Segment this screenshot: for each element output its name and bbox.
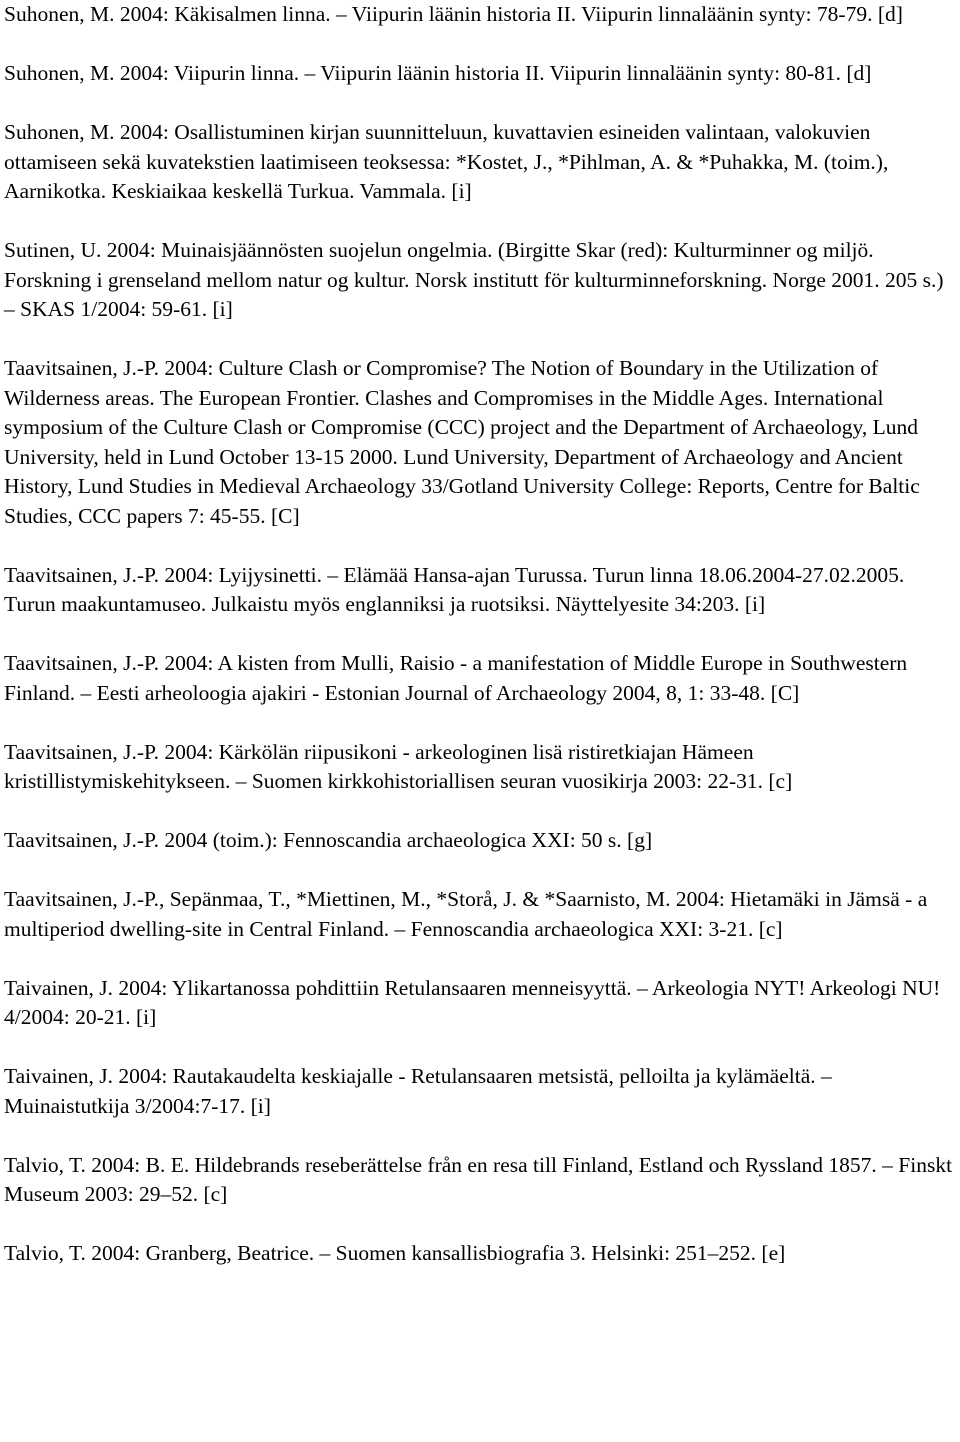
- reference-entry: Taavitsainen, J.-P. 2004: Kärkölän riipusikoni - arkeologinen lisä ristiretkiajan Hämeen kristillistymiskehitykseen. – Suomen kirkkohistoriallisen seuran vuosikirja 2003: 22-31. [c]: [4, 739, 793, 793]
- reference-entry: Suhonen, M. 2004: Osallistuminen kirjan suunnitteluun, kuvattavien esineiden valintaan, valokuvien ottamiseen sekä kuvatekstien laatimiseen teoksessa: *Kostet, J., *Pihlman, A. & *Puhakka, M. (toim.), Aarnikotka. Keskiaikaa keskellä Turkua. Vammala. [i]: [4, 120, 889, 203]
- reference-entry: Taavitsainen, J.-P. 2004 (toim.): Fennoscandia archaeologica XXI: 50 s. [g]: [4, 828, 653, 852]
- reference-entry: Taivainen, J. 2004: Ylikartanossa pohdittiin Retulansaaren menneisyyttä. – Arkeologia NYT! Arkeologi NU! 4/2004: 20-21. [i]: [4, 975, 941, 1029]
- reference-entry: Sutinen, U. 2004: Muinaisjäännösten suojelun ongelmia. (Birgitte Skar (red): Kulturminner og miljö. Forskning i grenseland mellom natur og kultur. Norsk institutt för kulturminneforskning. Norge 2001. 205 s.) – SKAS 1/2004: 59-61. [i]: [4, 238, 944, 321]
- reference-entry: Taavitsainen, J.-P. 2004: Lyijysinetti. – Elämää Hansa-ajan Turussa. Turun linna 18.06.2004-27.02.2005. Turun maakuntamuseo. Julkaistu myös englanniksi ja ruotsiksi. Näyttelyesite 34:203. [i]: [4, 562, 905, 616]
- reference-entry: Talvio, T. 2004: B. E. Hildebrands reseberättelse från en resa till Finland, Estland och Ryssland 1857. – Finskt Museum 2003: 29–52. [c]: [4, 1152, 953, 1206]
- reference-entry: Taavitsainen, J.-P. 2004: Culture Clash or Compromise? The Notion of Boundary in the Utilization of Wilderness areas. The European Frontier. Clashes and Compromises in the Middle Ages. International symposium of the Culture Clash or Compromise (CCC) project and the Department of Archaeology, Lund University, held in Lund October 13-15 2000. Lund University, Department of Archaeology and Ancient History, Lund Studies in Medieval Archaeology 33/Gotland University College: Reports, Centre for Baltic Studies, CCC papers 7: 45-55. [C]: [4, 356, 920, 528]
- reference-entry: Talvio, T. 2004: Granberg, Beatrice. – Suomen kansallisbiografia 3. Helsinki: 251–252. [e]: [4, 1241, 786, 1265]
- bibliography-list: [4, 0, 958, 1269]
- reference-entry: Taavitsainen, J.-P. 2004: A kisten from Mulli, Raisio - a manifestation of Middle Europe in Southwestern Finland. – Eesti arheoloogia ajakiri - Estonian Journal of Archaeology 2004, 8, 1: 33-48. [C]: [4, 651, 908, 705]
- reference-entry: Taivainen, J. 2004: Rautakaudelta keskiajalle - Retulansaaren metsistä, pelloilta ja kylämäeltä. – Muinaistutkija 3/2004:7-17. [i]: [4, 1064, 832, 1118]
- reference-entry: Taavitsainen, J.-P., Sepänmaa, T., *Miettinen, M., *Storå, J. & *Saarnisto, M. 2004: Hietamäki in Jämsä - a multiperiod dwelling-site in Central Finland. – Fennoscandia archaeologica XXI: 3-21. [c]: [4, 887, 928, 941]
- reference-entry: Suhonen, M. 2004: Käkisalmen linna. – Viipurin läänin historia II. Viipurin linnaläänin synty: 78-79. [d]: [4, 2, 903, 26]
- reference-entry: Suhonen, M. 2004: Viipurin linna. – Viipurin läänin historia II. Viipurin linnaläänin synty: 80-81. [d]: [4, 61, 872, 85]
